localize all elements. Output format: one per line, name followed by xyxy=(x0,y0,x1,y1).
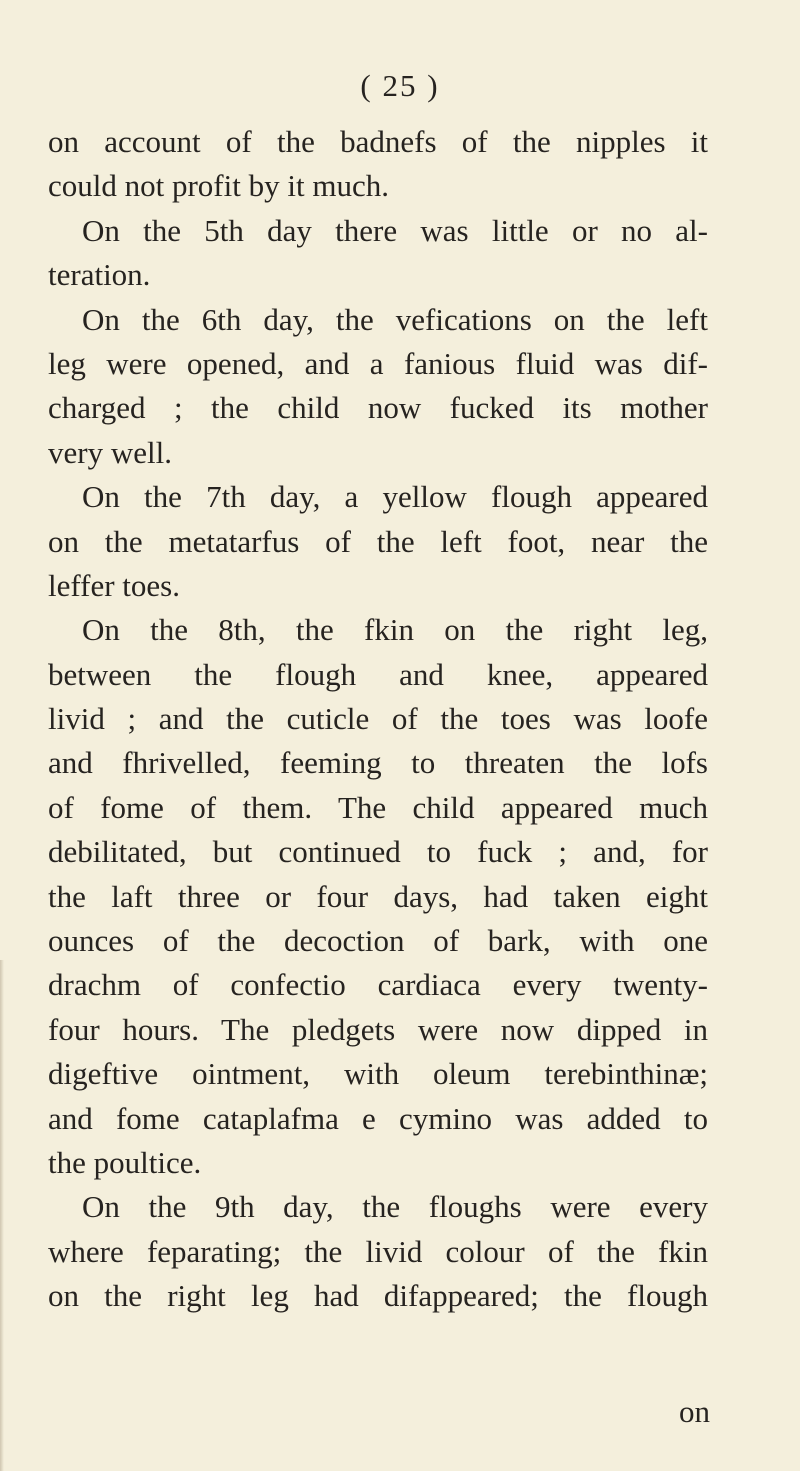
text-line-15: and fhrivelled, feeming to threaten the lofs xyxy=(48,745,708,781)
text-line-19: ounces of the decoction of bark, with one xyxy=(48,923,708,959)
text-line-14: livid ; and the cuticle of the toes was loofe xyxy=(48,701,708,737)
text-line-17: debilitated, but continued to fuck ; and, for xyxy=(48,834,708,870)
text-line-16: of fome of them. The child appeared much xyxy=(48,789,708,825)
text-line-4: teration. xyxy=(48,257,151,293)
catchword: on xyxy=(679,1394,710,1429)
text-line-25: On the 9th day, the floughs were every xyxy=(82,1189,708,1225)
text-line-1: on account of the badnefs of the nipples it xyxy=(48,124,708,159)
text-line-8: very well. xyxy=(48,434,172,470)
text-line-23: and fome cataplafma e cymino was added to xyxy=(48,1100,708,1136)
text-line-2: could not profit by it much. xyxy=(48,168,389,204)
page-number-header: ( 25 ) xyxy=(360,68,440,103)
text-line-26: where feparating; the livid colour of the fkin xyxy=(48,1233,708,1269)
text-line-11: leffer toes. xyxy=(48,567,180,603)
text-line-6: leg were opened, and a fanious fluid was dif- xyxy=(48,345,708,381)
text-line-21: four hours. The pledgets were now dipped in xyxy=(48,1011,708,1047)
text-line-13: between the flough and knee, appeared xyxy=(48,656,708,692)
text-line-24: the poultice. xyxy=(48,1144,202,1180)
body-text xyxy=(48,120,708,1319)
page-edge-shadow xyxy=(0,960,4,1471)
text-line-10: on the metatarfus of the left foot, near the xyxy=(48,523,708,559)
text-line-5: On the 6th day, the vefications on the left xyxy=(82,301,708,337)
text-line-12: On the 8th, the fkin on the right leg, xyxy=(82,612,708,648)
text-line-22: digeftive ointment, with oleum terebinthinæ; xyxy=(48,1056,708,1092)
text-line-20: drachm of confectio cardiaca every twenty- xyxy=(48,967,708,1003)
text-line-27: on the right leg had difappeared; the flough xyxy=(48,1278,708,1314)
text-line-9: On the 7th day, a yellow flough appeared xyxy=(82,479,708,515)
text-line-3: On the 5th day there was little or no al- xyxy=(82,212,708,248)
text-line-7: charged ; the child now fucked its mother xyxy=(48,390,708,426)
text-line-18: the laft three or four days, had taken eight xyxy=(48,878,708,914)
